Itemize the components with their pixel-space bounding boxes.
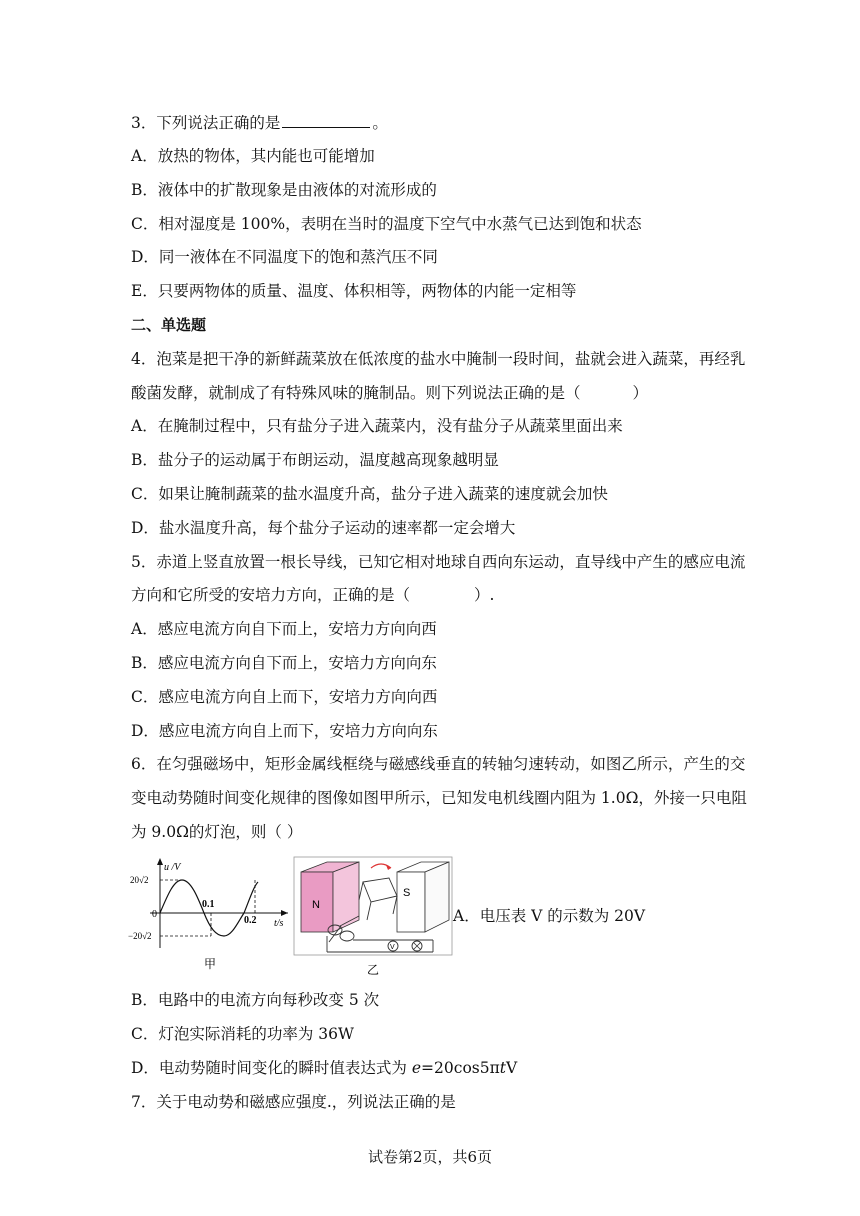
q5-option-c: C．感应电流方向自上而下，安培力方向向西 <box>131 688 438 706</box>
q6-stem-line3: 为 9.0Ω的灯泡，则（ ） <box>131 823 303 841</box>
y-axis-label: u /V <box>164 862 181 873</box>
origin-label: 0 <box>152 909 157 920</box>
voltmeter-label: V <box>390 944 395 951</box>
q6-stem-line2: 变电动势随时间变化规律的图像如图甲所示，已知发电机线圈内阻为 1.0Ω，外接一只电阻 <box>131 789 747 807</box>
q3-option-a: A．放热的物体，其内能也可能增加 <box>131 147 375 165</box>
q4-option-d: D．盐水温度升高，每个盐分子运动的速率都一定会增大 <box>131 519 516 537</box>
y-min-label: −20√2 <box>128 931 152 941</box>
tick-label-t2: 0.2 <box>244 915 257 926</box>
q5-stem-line2: 方向和它所受的安培力方向，正确的是（ ）. <box>131 586 495 604</box>
q4-option-c: C．如果让腌制蔬菜的盐水温度升高，盐分子进入蔬菜的速度就会加快 <box>131 485 608 503</box>
q6-option-b: B．电路中的电流方向每秒改变 5 次 <box>131 991 380 1009</box>
q3-option-c: C．相对湿度是 100%，表明在当时的温度下空气中水蒸气已达到饱和状态 <box>131 215 642 233</box>
pole-s-label: S <box>403 887 411 899</box>
q5-option-d: D．感应电流方向自上而下，安培力方向向东 <box>131 722 438 740</box>
tick-label-t1: 0.1 <box>202 899 215 910</box>
q5-stem-line1: 5．赤道上竖直放置一根长导线，已知它相对地球自西向东运动，直导线中产生的感应电流 <box>131 553 746 571</box>
q6-option-c: C．灯泡实际消耗的功率为 36W <box>131 1025 354 1043</box>
answer-blank[interactable] <box>282 113 370 128</box>
q3-stem: 3．下列说法正确的是 。 <box>131 114 388 132</box>
q6-option-d: D．电动势随时间变化的瞬时值表达式为 e=20cos5πtV <box>131 1059 518 1077</box>
q6-stem-line1: 6．在匀强磁场中，矩形金属线框绕与磁感线垂直的转轴匀速转动，如图乙所示，产生的交 <box>131 755 746 773</box>
q7-stem-line1: 7．关于电动势和磁感应强度.，列说法正确的是 <box>131 1093 456 1111</box>
q4-option-b: B．盐分子的运动属于布朗运动，温度越高现象越明显 <box>131 451 499 469</box>
q4-option-a: A．在腌制过程中，只有盐分子进入蔬菜内，没有盐分子从蔬菜里面出来 <box>131 417 623 435</box>
section-heading: 二、单选题 <box>131 316 207 334</box>
q5-option-b: B．感应电流方向自下而上，安培力方向向东 <box>131 654 437 672</box>
figure-jia-waveform <box>128 856 288 976</box>
q3-option-e: E．只要两物体的质量、温度、体积相等，两物体的内能一定相等 <box>131 282 577 300</box>
y-max-label: 20√2 <box>130 875 149 885</box>
q3-option-b: B．液体中的扩散现象是由液体的对流形成的 <box>131 181 437 199</box>
figure-yi-caption: 乙 <box>367 963 380 977</box>
q3-option-d: D．同一液体在不同温度下的饱和蒸汽压不同 <box>131 248 438 266</box>
q4-stem-line1: 4．泡菜是把干净的新鲜蔬菜放在低浓度的盐水中腌制一段时间，盐就会进入蔬菜，再经乳 <box>131 350 746 368</box>
figure-yi-generator <box>293 856 453 980</box>
q6-option-a: A．电压表 V 的示数为 20V <box>453 907 646 925</box>
q4-stem-line2: 酸菌发酵，就制成了有特殊风味的腌制品。则下列说法正确的是（ ） <box>131 384 649 402</box>
x-axis-label: t/s <box>274 918 284 929</box>
q5-option-a: A．感应电流方向自下而上，安培力方向向西 <box>131 620 437 638</box>
page-footer: 试卷第2页，共6页 <box>367 1148 493 1166</box>
pole-n-label: N <box>312 899 320 911</box>
figure-jia-caption: 甲 <box>204 957 217 971</box>
